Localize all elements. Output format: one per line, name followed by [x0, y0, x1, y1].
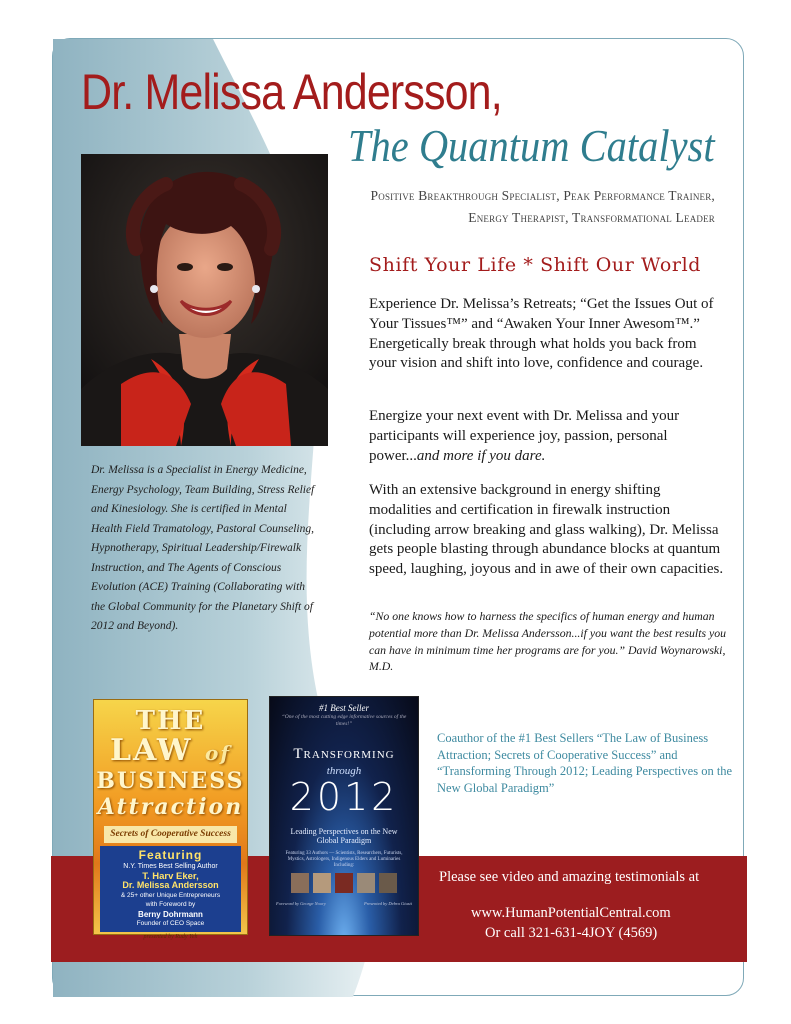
paragraph-energize-main: Energize your next event with Dr. Melissa and your participants will experience joy, passion, personal power...	[369, 408, 680, 464]
portrait-illustration	[81, 154, 328, 446]
roles-list	[275, 185, 715, 229]
book2-featuring: Featuring 33 Authors — Scientists, Researchers, Futurists, Mystics, Astrologers, Indigenous Elders and Luminaries Including:	[285, 851, 403, 868]
book1-line-3: Dr. Melissa Andersson	[122, 880, 219, 890]
book1-title-the: THE	[135, 706, 206, 736]
book1-line-6: Berny Dohrmann	[138, 909, 203, 919]
book1-line-4: & 25+ other Unique Entrepreneurs	[120, 891, 221, 899]
bio-caption: Dr. Melissa is a Specialist in Energy Medicine, Energy Psychology, Team Building, Stress Relief and Kinesiology. She is certified in Mental Health Field Tramatology, Pastoral Counseling, Hypnotherapy, Spiritual Leadership/Firewalk Instruction, and The Agents of Conscious Evolution (ACE) Training (Collaborating with the Global Community for the Planetary Shift of 2012 and Beyond).	[91, 464, 315, 632]
paragraph-energize-italic: and more if you dare.	[416, 447, 546, 464]
headline-title: The Quantum Catalyst	[348, 120, 715, 171]
book1-line-7: Founder of CEO Space	[136, 920, 205, 927]
book2-presented: Presented by Debra Giusti	[364, 901, 412, 906]
book2-title-3: 2012	[289, 775, 399, 819]
book1-authors-box	[100, 846, 241, 932]
book1-title-law	[94, 733, 247, 768]
book2-blurb: “One of the most cutting edge informative sources of the times!”	[281, 714, 407, 727]
book2-title-2: through	[326, 765, 362, 777]
book1-featuring: Featuring	[138, 848, 203, 862]
testimonial-quote: “No one knows how to harness the specifics of human energy and human potential more than Dr. Melissa Andersson...if you want the best results you can have in minimum time her programs are for you.” David Woynarowski, M.D.	[369, 609, 727, 674]
portrait-photo	[81, 154, 328, 446]
book2-foreword: Foreword by George Noory	[276, 901, 326, 906]
book1-line-5: with Foreword by	[145, 901, 196, 908]
book2-title-1: Transforming	[293, 746, 395, 762]
book-transforming-through-2012	[269, 696, 419, 936]
roles-line-1: Positive Breakthrough Specialist, Peak Performance Trainer,	[370, 188, 715, 203]
book1-title-of: of	[205, 741, 231, 765]
cta-url[interactable]: www.HumanPotentialCentral.com	[471, 905, 671, 921]
book2-author-photos	[270, 873, 418, 893]
author-thumb	[335, 873, 353, 893]
tagline: Shift Your Life * Shift Our World	[369, 254, 702, 276]
author-thumb	[357, 873, 375, 893]
cta-phone: Or call 321-631-4JOY (4569)	[485, 925, 658, 941]
author-thumb	[291, 873, 309, 893]
book2-footer	[276, 901, 412, 906]
book2-badge: #1 Best Seller	[319, 703, 369, 713]
cta-line: Please see video and amazing testimonials at	[439, 869, 700, 885]
coauthor-note: Coauthor of the #1 Best Sellers “The Law of Business Attraction; Secrets of Cooperative Success” and “Transforming Through 2012; Leading Perspectives on the New Global Paradigm”	[437, 731, 733, 795]
paragraph-retreats: Experience Dr. Melissa’s Retreats; “Get the Issues Out of Your Tissues™” and “Awaken Your Inner Awesom™.” Energetically break through what holds you back from your vision and shift into love, confidence and courage.	[369, 296, 714, 372]
paragraph-background: With an extensive background in energy shifting modalities and certification in firewalk instruction (including arrow breaking and glass walking), Dr. Melissa gets people blasting through abundance blocks at quantum speed, laughing, joyous and in awe of their own capacities.	[369, 482, 724, 578]
book1-title-attraction: Attraction	[97, 794, 244, 820]
author-thumb	[313, 873, 331, 893]
paragraph-energize	[369, 407, 724, 466]
book1-line-2: T. Harv Eker,	[142, 870, 199, 882]
book1-title-business: BUSINESS	[96, 768, 245, 794]
book1-subtitle: Secrets of Cooperative Success	[104, 826, 237, 843]
book1-title-law-word: LAW	[110, 733, 193, 768]
book1-presenter: presented by Rudy Yeh	[143, 933, 198, 940]
headline-name: Dr. Melissa Andersson,	[81, 64, 502, 120]
book2-subtitle: Leading Perspectives on the New Global Paradigm	[290, 827, 398, 845]
flyer-frame	[52, 38, 744, 996]
roles-line-2: Energy Therapist, Transformational Leader	[468, 210, 715, 225]
book-law-of-business-attraction	[93, 699, 248, 940]
book1-line-1: N.Y. Times Best Selling Author	[123, 863, 218, 870]
author-thumb	[379, 873, 397, 893]
